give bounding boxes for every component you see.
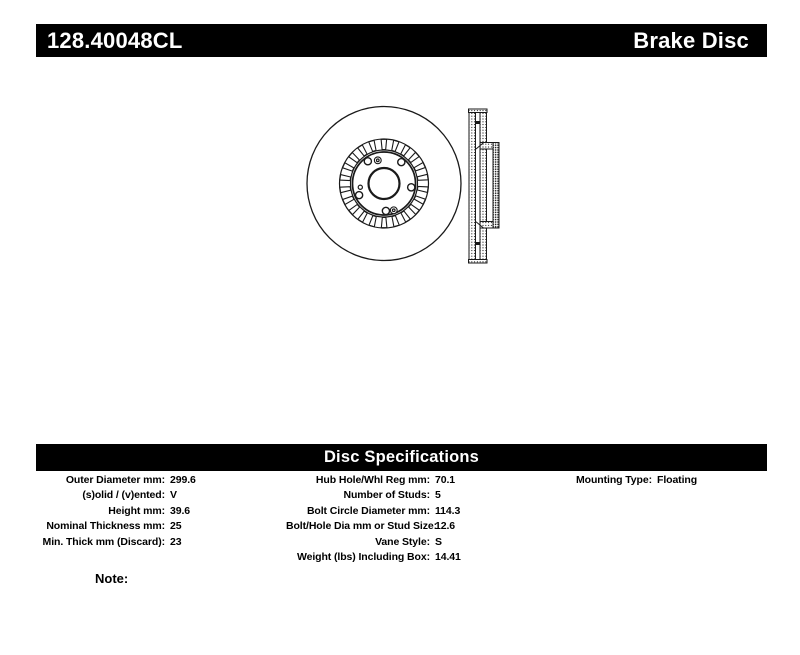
spec-column-right: [567, 473, 767, 565]
spec-value: 114.3: [435, 504, 461, 517]
spec-label: Hub Hole/Whl Reg mm:: [315, 474, 430, 486]
spec-row-bolt-hole-dia: [286, 519, 567, 534]
spec-label: Nominal Thickness mm:: [46, 520, 165, 533]
spec-value: 299.6: [170, 474, 196, 486]
disc-specifications-bar: [36, 444, 767, 471]
spec-column-left: [36, 473, 286, 565]
spec-label: Outer Diameter mm:: [65, 474, 165, 486]
header-bar: [36, 24, 767, 57]
spec-value: S: [435, 535, 442, 548]
spec-value: 70.1: [435, 474, 456, 486]
spec-row-vane-style: [286, 535, 567, 550]
spec-label: Min. Thick mm (Discard):: [42, 535, 165, 548]
spec-row-number-of-studs: [286, 488, 567, 503]
spec-column-middle: [286, 473, 567, 565]
spec-section-title: Disc Specifications: [323, 448, 480, 466]
set-screw-holes: [374, 157, 397, 214]
spec-label: Vane Style:: [375, 535, 430, 548]
spec-row-nominal-thickness: [36, 519, 286, 534]
stud-holes: [355, 158, 414, 215]
spec-row-outer-diameter: [36, 473, 286, 488]
spec-columns: [36, 473, 767, 565]
spec-row-mounting-type: [567, 473, 767, 488]
spec-value: 39.6: [170, 504, 191, 517]
spec-value: 14.41: [435, 550, 461, 563]
vent-vane-pattern: [340, 139, 428, 227]
spec-row-min-thick: [36, 535, 286, 550]
spec-label: Number of Studs:: [343, 489, 430, 502]
part-number: 128.40048CL: [47, 27, 183, 53]
spec-label: Weight (lbs) Including Box:: [296, 550, 430, 563]
spec-label: Bolt Circle Diameter mm:: [306, 504, 430, 517]
spec-value: 23: [170, 535, 182, 548]
note-label: Note:: [95, 571, 129, 586]
spec-label: Mounting Type:: [576, 474, 652, 486]
spec-label: Height mm:: [108, 504, 165, 517]
spec-value: 5: [435, 489, 441, 502]
brake-disc-front-view: [307, 107, 461, 261]
spec-label: Bolt/Hole Dia mm or Stud Size:: [286, 520, 438, 533]
spec-value: 12.6: [435, 520, 456, 533]
product-name: Brake Disc: [633, 27, 749, 53]
brake-disc-side-view: [469, 109, 500, 263]
spec-value: V: [170, 489, 177, 502]
spec-label: (s)olid / (v)ented:: [82, 489, 165, 502]
spec-row-solid-vented: [36, 488, 286, 503]
spec-value: 25: [170, 520, 182, 533]
spec-row-bolt-circle-diameter: [286, 504, 567, 519]
spec-row-hub-hole: [286, 473, 567, 488]
spec-row-weight: [286, 550, 567, 565]
spec-row-height: [36, 504, 286, 519]
spec-value: Floating: [657, 474, 698, 486]
